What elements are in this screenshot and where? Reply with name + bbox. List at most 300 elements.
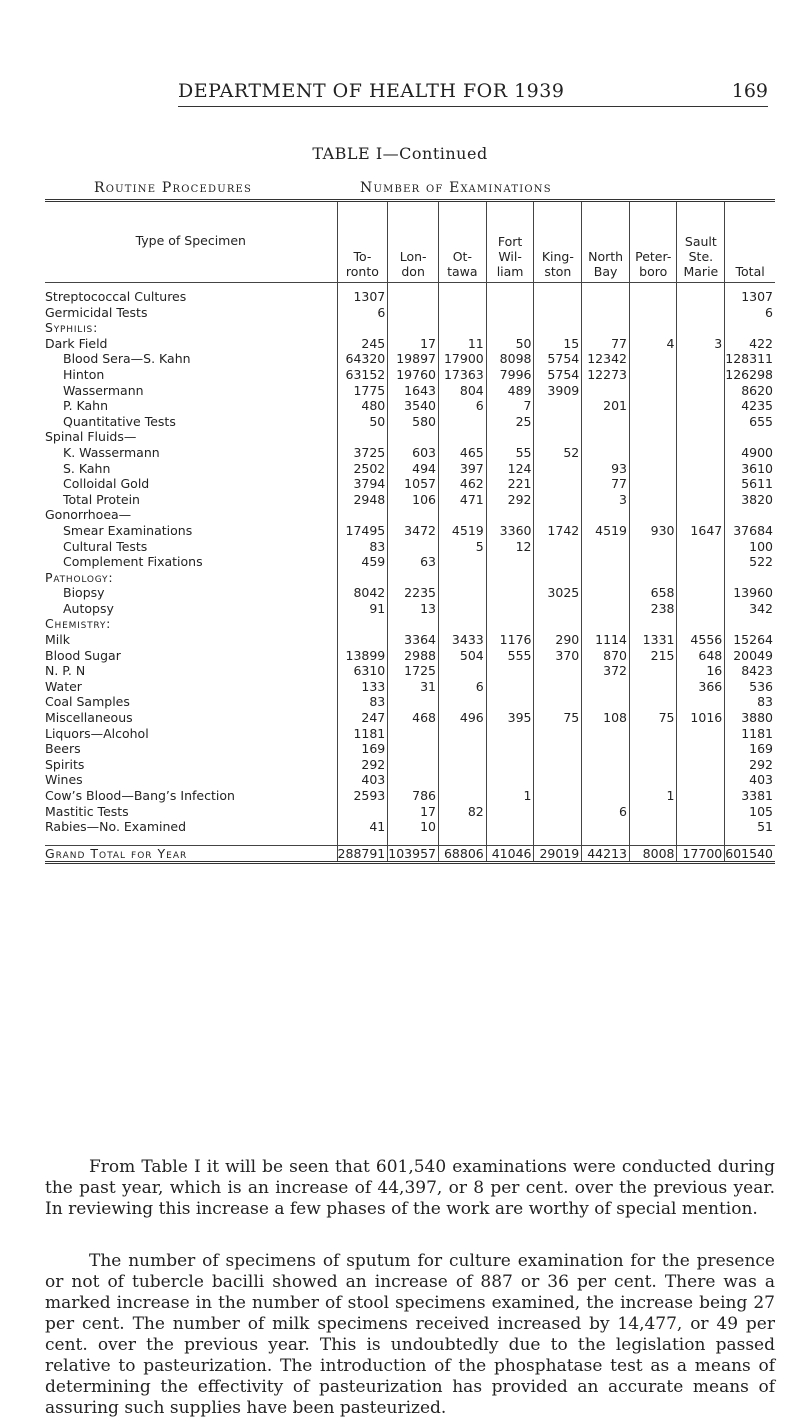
table-cell: 17495 <box>337 523 388 539</box>
table-cell: 126298 <box>725 366 773 382</box>
grand-total-cell: 601540 <box>725 845 775 863</box>
table-cell <box>582 539 630 555</box>
table-cell: 1775 <box>337 383 388 399</box>
table-cell <box>629 461 677 477</box>
col-header-ottawa: Ot- tawa <box>438 201 486 283</box>
table-cell: 1643 <box>388 383 439 399</box>
table-cell: 50 <box>337 414 388 430</box>
row-label-text: Colloidal Gold <box>63 476 150 492</box>
table-cell <box>677 398 725 414</box>
table-cell: 403 <box>725 772 775 788</box>
table-cell: 3820 <box>725 492 775 508</box>
table-cell: 17363 <box>438 367 486 383</box>
table-cell <box>677 305 725 321</box>
table-cell <box>725 570 775 586</box>
table-cell <box>486 507 534 523</box>
table-cell: 2988 <box>388 648 439 664</box>
table-cell: 4519 <box>438 523 486 539</box>
row-label <box>45 648 337 664</box>
table-body <box>45 283 775 863</box>
table-cell: 10 <box>388 819 439 835</box>
table-cell: 55 <box>486 445 534 461</box>
table-cell <box>534 539 582 555</box>
spacer-cell <box>725 835 775 846</box>
table-cell <box>629 726 677 742</box>
section-label-routine: Routine Procedures <box>94 180 253 196</box>
row-label <box>45 772 337 788</box>
table-cell <box>534 679 582 695</box>
table-cell: 12342 <box>582 351 630 367</box>
row-label-text: Hinton <box>63 366 105 382</box>
table-row <box>45 429 775 445</box>
table-cell: 19897 <box>388 351 439 367</box>
col-header-specimen: Type of Specimen <box>45 201 337 283</box>
table-cell <box>438 305 486 321</box>
table-cell: 2593 <box>337 788 388 804</box>
table-cell: 100 <box>725 539 775 555</box>
col-header-kingston: King- ston <box>534 201 582 283</box>
row-label-text: Spinal Fluids— <box>45 429 137 445</box>
table-cell: 522 <box>725 554 775 570</box>
table-row <box>45 741 775 757</box>
table-row <box>45 570 775 586</box>
table-cell: 459 <box>337 554 388 570</box>
row-label-text: S. Kahn <box>63 460 111 476</box>
col-header-sault-ste-marie: Sault Ste. Marie <box>677 201 725 283</box>
table-cell: 2235 <box>388 585 439 601</box>
table-cell <box>388 429 439 445</box>
table-cell <box>337 320 388 336</box>
page-number: 169 <box>731 80 768 102</box>
table-cell <box>677 726 725 742</box>
table-cell <box>337 507 388 523</box>
table-cell: 245 <box>337 336 388 352</box>
page-header <box>178 80 768 120</box>
grand-total-label: Grand Total for Year <box>45 845 337 863</box>
table-cell <box>629 414 677 430</box>
col-header-total: Total <box>725 201 775 283</box>
row-label <box>45 757 337 773</box>
spacer-cell <box>629 835 677 846</box>
row-label <box>45 554 337 570</box>
table-cell: 5754 <box>534 367 582 383</box>
table-cell: 77 <box>582 476 630 492</box>
table-cell <box>486 554 534 570</box>
table-row <box>45 772 775 788</box>
table-cell <box>629 570 677 586</box>
table-cell <box>438 554 486 570</box>
table-cell: 83 <box>725 694 775 710</box>
table-cell: 403 <box>337 772 388 788</box>
table-row <box>45 819 775 835</box>
table-cell <box>486 601 534 617</box>
table-cell: 31 <box>388 679 439 695</box>
table-cell <box>438 819 486 835</box>
table-cell: 221 <box>486 476 534 492</box>
table-cell: 7996 <box>486 367 534 383</box>
table-cell: 93 <box>582 461 630 477</box>
table-cell: 83 <box>337 694 388 710</box>
table-cell: 536 <box>725 679 775 695</box>
table-cell <box>438 788 486 804</box>
spacer-cell <box>677 835 725 846</box>
col-header-toronto: To- ronto <box>337 201 388 283</box>
table-cell: 64320 <box>337 351 388 367</box>
table-cell: 786 <box>388 788 439 804</box>
table-cell: 1742 <box>534 523 582 539</box>
table-cell: 15 <box>534 336 582 352</box>
table-cell <box>388 741 439 757</box>
grand-total-cell: 8008 <box>629 845 677 863</box>
table-cell <box>677 539 725 555</box>
row-label <box>45 383 337 399</box>
table-cell <box>534 601 582 617</box>
table-cell <box>629 757 677 773</box>
table-cell <box>388 616 439 632</box>
table-cell: 7 <box>486 398 534 414</box>
table-cell <box>388 539 439 555</box>
table-cell <box>582 507 630 523</box>
table-cell <box>486 772 534 788</box>
row-label-text: Cow’s Blood—Bang’s Infection <box>45 788 235 803</box>
table-cell <box>629 283 677 305</box>
table-row <box>45 492 775 508</box>
table-cell <box>388 772 439 788</box>
table-cell <box>582 554 630 570</box>
table-cell: 3909 <box>534 383 582 399</box>
examinations-table <box>45 199 775 864</box>
grand-total-cell: 288791 <box>337 845 388 863</box>
row-label-text: Mastitic Tests <box>45 803 129 819</box>
col-header-fort-william: Fort Wil- liam <box>486 201 534 283</box>
table-cell <box>486 679 534 695</box>
row-label <box>45 663 337 679</box>
table-cell: 292 <box>337 757 388 773</box>
row-label <box>45 507 337 523</box>
paragraph-1: From Table I it will be seen that 601,540 examinations were conducted during the past year, which is an increase of 44,397, or 8 per cent. over the previous year. In reviewing this increase a few phases of the work are worthy of special mention. <box>45 1157 775 1219</box>
table-cell <box>629 507 677 523</box>
table-row <box>45 320 775 336</box>
table-cell <box>534 694 582 710</box>
table-cell <box>486 429 534 445</box>
table-cell <box>388 757 439 773</box>
table-cell <box>337 616 388 632</box>
table-cell: 52 <box>534 445 582 461</box>
table-row <box>45 398 775 414</box>
row-label <box>45 429 337 445</box>
col-header-north-bay: North Bay <box>582 201 630 283</box>
table-cell <box>629 772 677 788</box>
table-row <box>45 679 775 695</box>
table-cell <box>677 804 725 820</box>
table-cell <box>629 679 677 695</box>
row-label-text: Liquors—Alcohol <box>45 725 149 741</box>
table-cell <box>534 283 582 305</box>
table-cell: 292 <box>725 757 775 773</box>
table-title: TABLE I—Continued <box>312 144 488 163</box>
table-cell: 1016 <box>677 710 725 726</box>
table-cell <box>438 507 486 523</box>
table-cell: 8423 <box>725 663 775 679</box>
table-cell: 471 <box>438 492 486 508</box>
table-row <box>45 507 775 523</box>
table-cell <box>629 383 677 399</box>
grand-total-cell: 41046 <box>486 845 534 863</box>
table-cell <box>582 429 630 445</box>
table-cell: 16 <box>677 663 725 679</box>
table-cell: 648 <box>677 648 725 664</box>
row-label <box>45 632 337 648</box>
table-cell <box>677 476 725 492</box>
row-label <box>45 445 337 461</box>
table-cell <box>629 398 677 414</box>
row-label <box>45 570 337 586</box>
table-cell <box>629 663 677 679</box>
row-label-text: Miscellaneous <box>45 710 133 726</box>
table-cell: 8620 <box>725 383 775 399</box>
table-cell <box>629 492 677 508</box>
row-label-text: Milk <box>45 632 70 648</box>
table-cell <box>438 601 486 617</box>
table-cell <box>438 726 486 742</box>
table-cell <box>337 429 388 445</box>
table-row <box>45 632 775 648</box>
table-cell <box>534 570 582 586</box>
table-cell: 91 <box>337 601 388 617</box>
table-cell: 494 <box>388 461 439 477</box>
table-cell <box>486 741 534 757</box>
table-cell: 37684 <box>725 523 775 539</box>
table-cell <box>534 804 582 820</box>
table-cell <box>629 539 677 555</box>
row-label <box>45 710 337 726</box>
table-cell: 17900 <box>438 351 486 367</box>
table-cell: 465 <box>438 445 486 461</box>
table-cell: 1 <box>629 788 677 804</box>
spacer-cell <box>534 835 582 846</box>
table-cell <box>582 819 630 835</box>
table-cell: 51 <box>725 819 775 835</box>
table-cell <box>582 414 630 430</box>
table-cell: 4519 <box>582 523 630 539</box>
table-cell <box>582 305 630 321</box>
row-label <box>45 523 337 539</box>
table-cell <box>438 757 486 773</box>
table-cell <box>486 663 534 679</box>
row-label <box>45 819 337 835</box>
table-cell <box>582 585 630 601</box>
table-cell <box>438 663 486 679</box>
row-label <box>45 305 337 321</box>
table-cell: 504 <box>438 648 486 664</box>
section-label-number: Number of Examinations <box>360 180 552 196</box>
table-cell: 6 <box>438 679 486 695</box>
table-cell <box>438 570 486 586</box>
row-label-text: N. P. N <box>45 663 86 679</box>
table-cell <box>677 383 725 399</box>
table-cell <box>337 804 388 820</box>
table-cell <box>677 492 725 508</box>
table-cell: 3025 <box>534 585 582 601</box>
table-cell: 1307 <box>725 283 775 305</box>
table-cell: 1057 <box>388 476 439 492</box>
table-cell <box>438 694 486 710</box>
table-cell <box>725 320 775 336</box>
table-cell: 13899 <box>337 648 388 664</box>
table-cell <box>486 585 534 601</box>
row-label <box>45 414 337 430</box>
table-cell <box>534 819 582 835</box>
table-cell <box>582 616 630 632</box>
table-cell: 870 <box>582 648 630 664</box>
table-cell <box>534 492 582 508</box>
table-cell <box>582 772 630 788</box>
spacer-cell <box>582 835 630 846</box>
spacer-cell <box>438 835 486 846</box>
table-cell <box>582 445 630 461</box>
table-cell <box>725 429 775 445</box>
table-cell <box>629 367 677 383</box>
spacer-row <box>45 835 775 846</box>
table-cell <box>582 283 630 305</box>
table-cell: 17 <box>388 804 439 820</box>
table-row <box>45 648 775 664</box>
table-row <box>45 585 775 601</box>
table-row <box>45 461 775 477</box>
table-cell <box>337 632 388 648</box>
table-cell <box>677 819 725 835</box>
table-cell: 63 <box>388 554 439 570</box>
table-cell <box>677 741 725 757</box>
table-cell: 3725 <box>337 445 388 461</box>
table-cell <box>582 726 630 742</box>
row-label <box>45 694 337 710</box>
row-label-text: Blood Sera—S. Kahn <box>63 351 191 367</box>
table-cell: 3 <box>582 492 630 508</box>
row-label-text: Germicidal Tests <box>45 304 148 320</box>
table-cell <box>582 757 630 773</box>
table-cell <box>629 554 677 570</box>
spacer-cell <box>486 835 534 846</box>
table-cell <box>629 804 677 820</box>
row-label-text: Dark Field <box>45 335 108 351</box>
row-label-text: Quantitative Tests <box>63 413 176 429</box>
row-label-text: Chemistry: <box>45 616 112 632</box>
table-cell <box>337 570 388 586</box>
row-label <box>45 616 337 632</box>
table-cell: 5754 <box>534 351 582 367</box>
row-label <box>45 741 337 757</box>
table-cell: 6310 <box>337 663 388 679</box>
table-cell: 292 <box>486 492 534 508</box>
table-row <box>45 710 775 726</box>
table-cell: 169 <box>725 741 775 757</box>
table-cell: 41 <box>337 819 388 835</box>
table-cell <box>486 616 534 632</box>
grand-total-cell: 68806 <box>438 845 486 863</box>
table-cell <box>486 305 534 321</box>
table-header-row <box>45 201 775 283</box>
table-cell <box>486 804 534 820</box>
table-row <box>45 367 775 383</box>
row-label-text: Spirits <box>45 756 85 772</box>
table-cell <box>677 772 725 788</box>
table-cell <box>534 320 582 336</box>
table-row <box>45 476 775 492</box>
table-cell <box>486 283 534 305</box>
spacer-cell <box>45 835 337 846</box>
table-cell <box>534 414 582 430</box>
table-cell <box>438 429 486 445</box>
table-cell: 15264 <box>725 632 775 648</box>
row-label-text: Blood Sugar <box>45 647 121 663</box>
table-cell: 5611 <box>725 476 775 492</box>
table-cell: 1725 <box>388 663 439 679</box>
table-row <box>45 414 775 430</box>
row-label-text: Beers <box>45 741 81 757</box>
row-label-text: Syphilis: <box>45 320 99 336</box>
table-cell <box>534 398 582 414</box>
col-header-london: Lon- don <box>388 201 439 283</box>
table-cell <box>677 461 725 477</box>
table-cell: 3540 <box>388 398 439 414</box>
col-header-peterboro: Peter- boro <box>629 201 677 283</box>
row-label-text: Pathology: <box>45 569 114 585</box>
table-cell <box>677 414 725 430</box>
table-cell <box>677 601 725 617</box>
row-label <box>45 367 337 383</box>
row-label <box>45 539 337 555</box>
table-cell: 3360 <box>486 523 534 539</box>
table-cell: 6 <box>582 804 630 820</box>
table-cell: 658 <box>629 585 677 601</box>
table-cell <box>438 741 486 757</box>
row-label <box>45 336 337 352</box>
table-cell <box>582 694 630 710</box>
table-cell <box>677 554 725 570</box>
grand-total-row <box>45 845 775 863</box>
table-cell <box>534 476 582 492</box>
table-cell: 50 <box>486 336 534 352</box>
table-cell <box>725 507 775 523</box>
table-cell: 77 <box>582 336 630 352</box>
table-cell: 2948 <box>337 492 388 508</box>
page-header-title: DEPARTMENT OF HEALTH FOR 1939 <box>178 80 565 102</box>
table-cell <box>677 757 725 773</box>
table-row <box>45 616 775 632</box>
row-label <box>45 283 337 305</box>
table-cell <box>677 429 725 445</box>
table-cell <box>438 320 486 336</box>
table-cell: 75 <box>534 710 582 726</box>
table-cell: 397 <box>438 461 486 477</box>
table-cell <box>388 305 439 321</box>
table-cell: 489 <box>486 383 534 399</box>
table-cell: 3472 <box>388 523 439 539</box>
table-row <box>45 336 775 352</box>
table-cell <box>677 351 725 367</box>
table-cell <box>677 570 725 586</box>
spacer-cell <box>388 835 439 846</box>
table-cell: 422 <box>725 336 775 352</box>
row-label-text: Streptococcal Cultures <box>45 289 187 304</box>
table-cell <box>677 788 725 804</box>
table-cell: 6 <box>337 305 388 321</box>
table-cell <box>534 663 582 679</box>
table-row <box>45 694 775 710</box>
row-label <box>45 788 337 804</box>
table-cell: 20049 <box>725 648 775 664</box>
